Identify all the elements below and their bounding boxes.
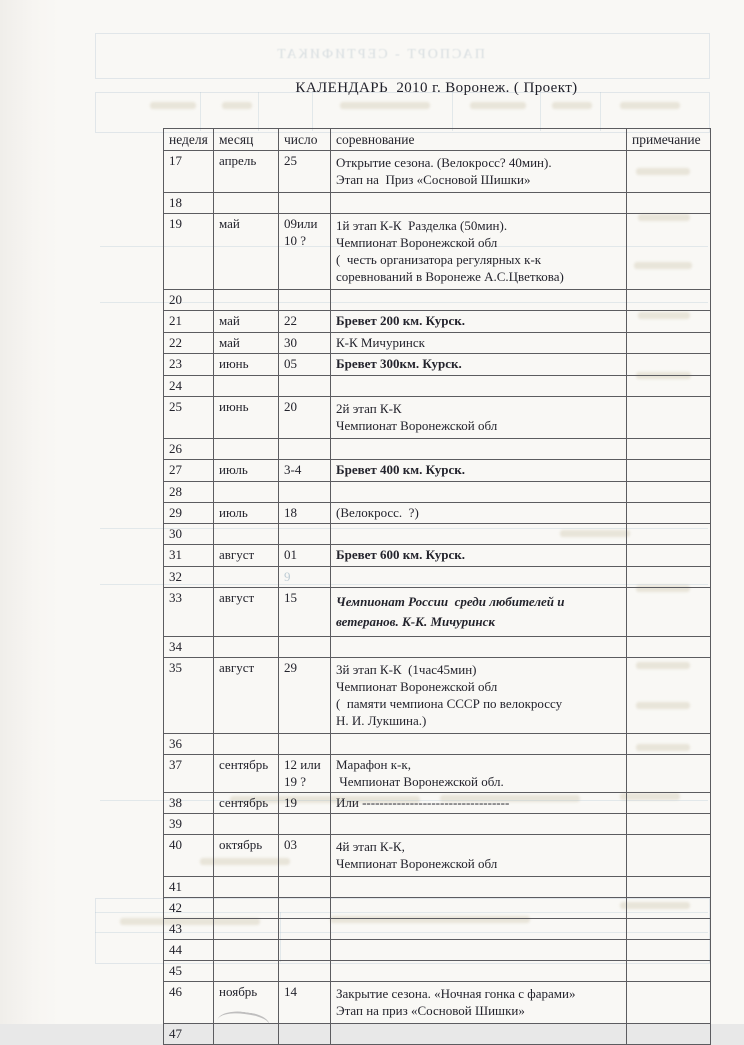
- month-cell: июнь: [214, 354, 279, 376]
- calendar-table: [163, 128, 711, 1045]
- table-row: [164, 193, 711, 214]
- table-row: [164, 311, 711, 333]
- month-cell: [214, 919, 279, 940]
- note-cell: [627, 734, 711, 755]
- note-cell: [627, 354, 711, 376]
- week-cell: 19: [164, 214, 214, 290]
- week-cell: 45: [164, 961, 214, 982]
- week-cell: 28: [164, 482, 214, 503]
- day-cell: 01: [279, 545, 331, 567]
- note-cell: [627, 814, 711, 835]
- bleedthrough-artifact: [95, 33, 710, 79]
- column-header-day: число: [279, 129, 331, 151]
- week-cell: 46: [164, 982, 214, 1024]
- month-cell: май: [214, 311, 279, 333]
- note-cell: [627, 637, 711, 658]
- day-cell: 30: [279, 333, 331, 354]
- ghost-digit: 9: [284, 569, 291, 584]
- week-cell: 38: [164, 793, 214, 814]
- note-cell: [627, 1024, 711, 1045]
- note-cell: [627, 439, 711, 460]
- month-cell: октябрь: [214, 835, 279, 877]
- table-row: [164, 814, 711, 835]
- week-cell: 29: [164, 503, 214, 524]
- event-cell: [331, 814, 627, 835]
- day-cell: 12 или 19 ?: [279, 755, 331, 793]
- column-header-event: соревнование: [331, 129, 627, 151]
- day-cell: 09или 10 ?: [279, 214, 331, 290]
- day-cell: [279, 734, 331, 755]
- event-cell: Бревет 300км. Курск.: [331, 354, 627, 376]
- week-cell: 30: [164, 524, 214, 545]
- week-cell: 21: [164, 311, 214, 333]
- bleedthrough-artifact: [95, 92, 710, 133]
- table-row: [164, 214, 711, 290]
- event-cell: 2й этап К-К Чемпионат Воронежской обл: [331, 397, 627, 439]
- table-row: [164, 482, 711, 503]
- note-cell: [627, 376, 711, 397]
- month-cell: август: [214, 545, 279, 567]
- week-cell: 22: [164, 333, 214, 354]
- month-cell: [214, 439, 279, 460]
- month-cell: [214, 290, 279, 311]
- table-row: [164, 354, 711, 376]
- event-cell: [331, 637, 627, 658]
- week-cell: 40: [164, 835, 214, 877]
- event-cell: [331, 940, 627, 961]
- note-cell: [627, 524, 711, 545]
- day-cell: 22: [279, 311, 331, 333]
- event-cell: К-К Мичуринск: [331, 333, 627, 354]
- note-cell: [627, 658, 711, 734]
- table-row: [164, 439, 711, 460]
- day-cell: [279, 877, 331, 898]
- day-cell: 25: [279, 151, 331, 193]
- table-row: [164, 734, 711, 755]
- day-cell: [279, 376, 331, 397]
- table-row: [164, 877, 711, 898]
- table-row: [164, 524, 711, 545]
- week-cell: 31: [164, 545, 214, 567]
- day-cell: [279, 814, 331, 835]
- event-cell: [331, 524, 627, 545]
- table-row: [164, 835, 711, 877]
- note-cell: [627, 503, 711, 524]
- day-cell: [279, 919, 331, 940]
- table-row: [164, 503, 711, 524]
- week-cell: 43: [164, 919, 214, 940]
- week-cell: 18: [164, 193, 214, 214]
- note-cell: [627, 755, 711, 793]
- event-cell: Или ----------------------------------: [331, 793, 627, 814]
- day-cell: [279, 637, 331, 658]
- note-cell: [627, 545, 711, 567]
- table-row: [164, 290, 711, 311]
- month-cell: [214, 814, 279, 835]
- column-header-month: месяц: [214, 129, 279, 151]
- table-row: [164, 982, 711, 1024]
- table-row: [164, 588, 711, 637]
- month-cell: июнь: [214, 397, 279, 439]
- day-cell: 03: [279, 835, 331, 877]
- note-cell: [627, 460, 711, 482]
- event-cell: [331, 898, 627, 919]
- month-cell: август: [214, 658, 279, 734]
- table-row: [164, 755, 711, 793]
- day-cell: [279, 482, 331, 503]
- day-cell: 15: [279, 588, 331, 637]
- month-cell: июль: [214, 460, 279, 482]
- month-cell: [214, 567, 279, 588]
- day-cell: [279, 290, 331, 311]
- week-cell: 24: [164, 376, 214, 397]
- note-cell: [627, 397, 711, 439]
- day-cell: 05: [279, 354, 331, 376]
- day-cell: [279, 439, 331, 460]
- event-cell: 4й этап К-К, Чемпионат Воронежской обл: [331, 835, 627, 877]
- table-row: [164, 919, 711, 940]
- month-cell: ноябрь: [214, 982, 279, 1024]
- table-row: [164, 397, 711, 439]
- note-cell: [627, 588, 711, 637]
- calendar-table-body: [164, 151, 711, 1045]
- day-cell: 3-4: [279, 460, 331, 482]
- month-cell: сентябрь: [214, 755, 279, 793]
- month-cell: [214, 940, 279, 961]
- week-cell: 17: [164, 151, 214, 193]
- week-cell: 20: [164, 290, 214, 311]
- week-cell: 27: [164, 460, 214, 482]
- event-cell: Бревет 200 км. Курск.: [331, 311, 627, 333]
- month-cell: [214, 1024, 279, 1045]
- table-row: [164, 898, 711, 919]
- table-row: [164, 333, 711, 354]
- week-cell: 36: [164, 734, 214, 755]
- day-cell: [279, 193, 331, 214]
- event-cell: [331, 290, 627, 311]
- event-cell: 3й этап К-К (1час45мин) Чемпионат Воронежской обл ( памяти чемпиона СССР по велокроссу Н. И. Лукшина.): [331, 658, 627, 734]
- note-cell: [627, 567, 711, 588]
- event-cell: [331, 567, 627, 588]
- table-row: [164, 567, 711, 588]
- month-cell: [214, 193, 279, 214]
- note-cell: [627, 214, 711, 290]
- day-cell: [279, 961, 331, 982]
- event-cell: [331, 1024, 627, 1045]
- month-cell: [214, 734, 279, 755]
- day-cell: [279, 524, 331, 545]
- month-cell: [214, 877, 279, 898]
- event-cell: [331, 919, 627, 940]
- month-cell: май: [214, 333, 279, 354]
- table-row: [164, 460, 711, 482]
- week-cell: 32: [164, 567, 214, 588]
- bleedthrough-mirrored-heading: ПАСПОРТ - СЕРТИФИКАТ: [275, 47, 485, 62]
- table-row: [164, 637, 711, 658]
- day-cell: 14: [279, 982, 331, 1024]
- event-cell: Открытие сезона. (Велокросс? 40мин). Этап на Приз «Сосновой Шишки»: [331, 151, 627, 193]
- note-cell: [627, 940, 711, 961]
- table-row: [164, 376, 711, 397]
- day-cell: [279, 898, 331, 919]
- event-cell: 1й этап К-К Разделка (50мин). Чемпионат Воронежской обл ( честь организатора регулярных к-к соревнований в Воронеже А.С.Цветкова): [331, 214, 627, 290]
- event-cell: [331, 961, 627, 982]
- week-cell: 33: [164, 588, 214, 637]
- month-cell: [214, 524, 279, 545]
- month-cell: [214, 376, 279, 397]
- note-cell: [627, 793, 711, 814]
- note-cell: [627, 877, 711, 898]
- event-cell: [331, 482, 627, 503]
- table-row: [164, 940, 711, 961]
- note-cell: [627, 482, 711, 503]
- week-cell: 34: [164, 637, 214, 658]
- table-row: [164, 151, 711, 193]
- note-cell: [627, 333, 711, 354]
- day-cell: [279, 940, 331, 961]
- note-cell: [627, 193, 711, 214]
- table-row: [164, 793, 711, 814]
- note-cell: [627, 835, 711, 877]
- event-cell: Бревет 400 км. Курск.: [331, 460, 627, 482]
- day-cell: 19: [279, 793, 331, 814]
- week-cell: 44: [164, 940, 214, 961]
- column-header-note: примечание: [627, 129, 711, 151]
- month-cell: июль: [214, 503, 279, 524]
- month-cell: август: [214, 588, 279, 637]
- day-cell: [279, 567, 331, 588]
- event-cell: Бревет 600 км. Курск.: [331, 545, 627, 567]
- day-cell: 29: [279, 658, 331, 734]
- month-cell: сентябрь: [214, 793, 279, 814]
- event-cell: [331, 376, 627, 397]
- week-cell: 25: [164, 397, 214, 439]
- week-cell: 39: [164, 814, 214, 835]
- event-cell: [331, 877, 627, 898]
- note-cell: [627, 151, 711, 193]
- table-row: [164, 961, 711, 982]
- note-cell: [627, 898, 711, 919]
- note-cell: [627, 919, 711, 940]
- event-cell: [331, 193, 627, 214]
- event-cell: Закрытие сезона. «Ночная гонка с фарами» Этап на приз «Сосновой Шишки»: [331, 982, 627, 1024]
- table-row: [164, 545, 711, 567]
- event-cell: [331, 439, 627, 460]
- month-cell: [214, 637, 279, 658]
- event-cell: (Велокросс. ?): [331, 503, 627, 524]
- month-cell: [214, 961, 279, 982]
- event-cell: Марафон к-к, Чемпионат Воронежской обл.: [331, 755, 627, 793]
- day-cell: 18: [279, 503, 331, 524]
- note-cell: [627, 961, 711, 982]
- table-row: [164, 1024, 711, 1045]
- document-title: КАЛЕНДАРЬ 2010 г. Воронеж. ( Проект): [295, 80, 578, 96]
- week-cell: 26: [164, 439, 214, 460]
- note-cell: [627, 982, 711, 1024]
- month-cell: [214, 898, 279, 919]
- event-cell: Чемпионат России среди любителей и ветеранов. К-К. Мичуринск: [331, 588, 627, 637]
- table-header-row: [164, 129, 711, 151]
- week-cell: 37: [164, 755, 214, 793]
- day-cell: [279, 1024, 331, 1045]
- column-header-week: неделя: [164, 129, 214, 151]
- week-cell: 42: [164, 898, 214, 919]
- week-cell: 23: [164, 354, 214, 376]
- week-cell: 41: [164, 877, 214, 898]
- month-cell: [214, 482, 279, 503]
- event-cell: [331, 734, 627, 755]
- week-cell: 35: [164, 658, 214, 734]
- month-cell: апрель: [214, 151, 279, 193]
- note-cell: [627, 290, 711, 311]
- day-cell: 20: [279, 397, 331, 439]
- week-cell: 47: [164, 1024, 214, 1045]
- note-cell: [627, 311, 711, 333]
- table-row: [164, 658, 711, 734]
- month-cell: май: [214, 214, 279, 290]
